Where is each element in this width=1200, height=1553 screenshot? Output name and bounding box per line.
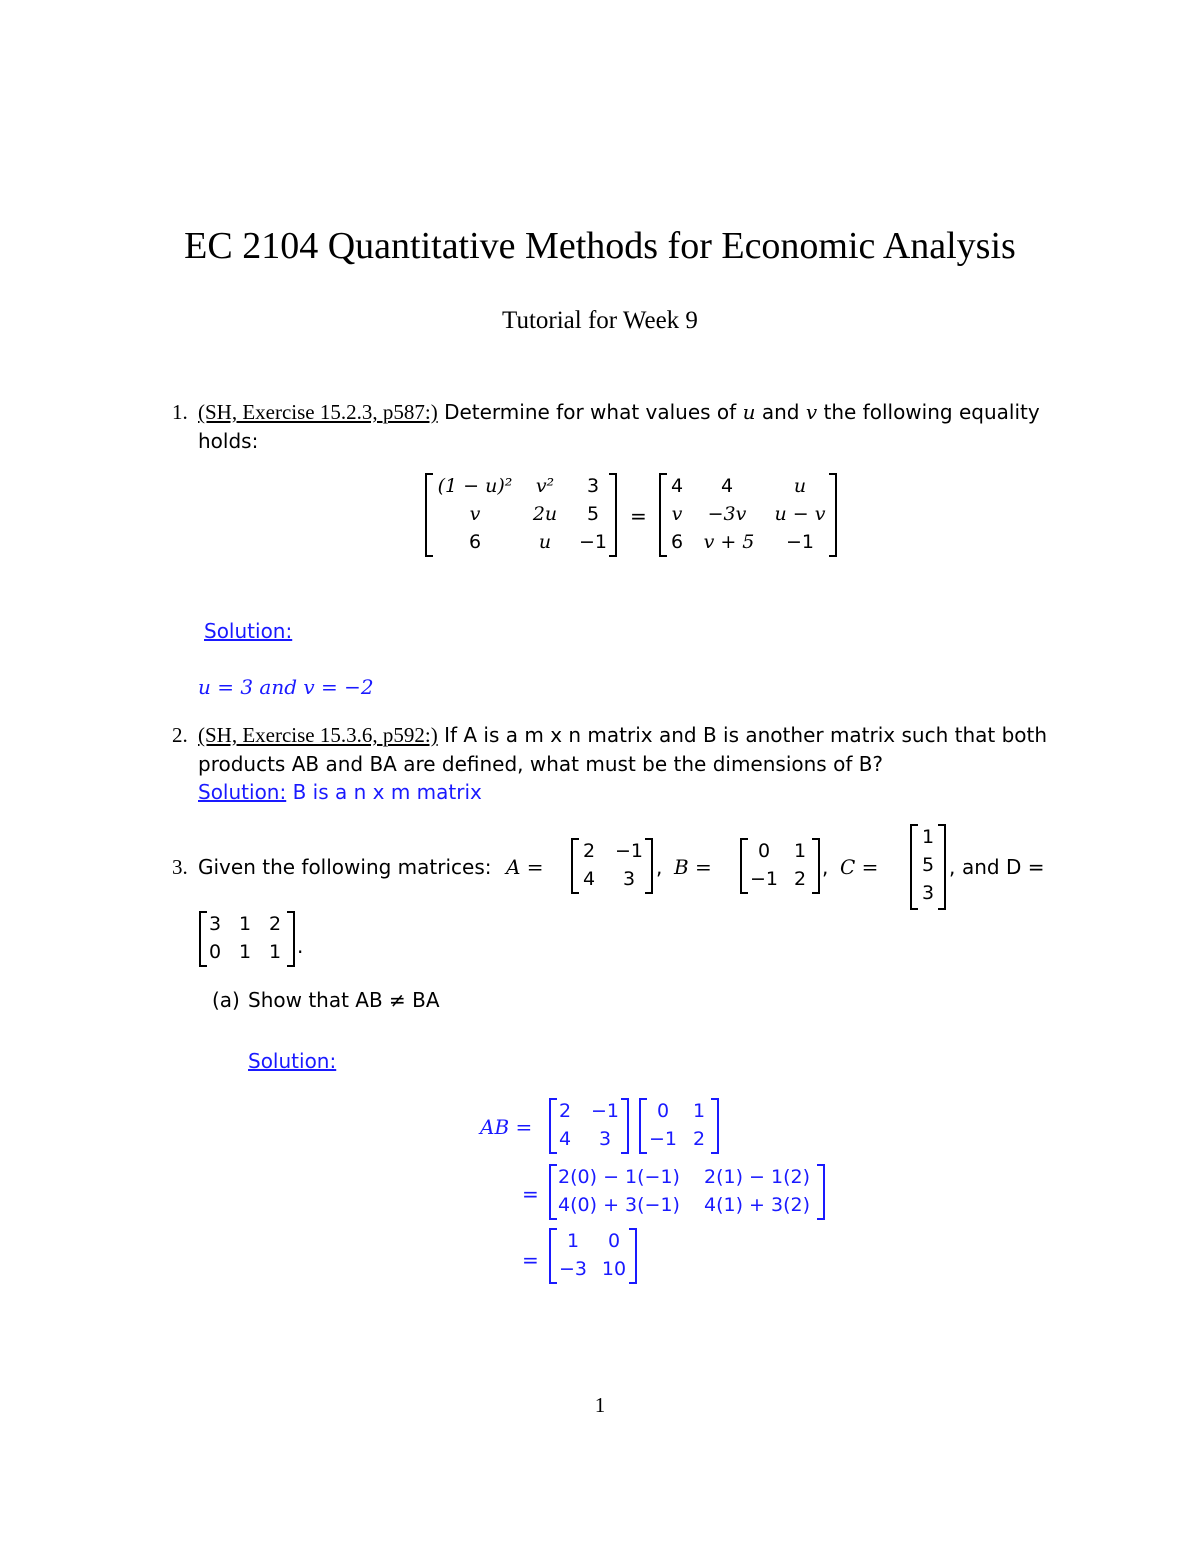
- matrix-cell: 5: [921, 854, 935, 876]
- matrix-cell: 6: [468, 531, 482, 553]
- matrix-cell: 0: [656, 1100, 670, 1122]
- q2-line1-text: If A is a m x n matrix and B is another matrix such that both: [444, 723, 1048, 747]
- matrix-cell: 3: [586, 475, 600, 497]
- matrix-cell: 3: [208, 913, 222, 935]
- q1-var-u: u: [742, 400, 756, 424]
- matrix-cell: 10: [601, 1258, 627, 1280]
- ab-step1-left-matrix: [549, 1098, 629, 1154]
- matrix-cell: 1: [238, 941, 252, 963]
- matrix-cell: −1: [614, 840, 643, 862]
- matrix-cell: 2(0) − 1(−1): [558, 1166, 680, 1188]
- right-bracket: [938, 824, 946, 910]
- right-bracket: [711, 1098, 719, 1154]
- matrix-cell: −3v: [707, 503, 747, 525]
- q1-reference: (SH, Exercise 15.2.3, p587:): [198, 400, 438, 424]
- matrix-cell: −1: [785, 531, 814, 553]
- matrix-cell: 1: [268, 941, 282, 963]
- q3-comma: ,: [949, 855, 956, 879]
- q3-number: 3.: [172, 855, 188, 879]
- matrix-cell: 2u: [532, 503, 558, 525]
- matrix-cell: 4(0) + 3(−1): [558, 1194, 680, 1216]
- matrix-cell: 6: [670, 531, 684, 553]
- matrix-cell: 0: [208, 941, 222, 963]
- matrix-cell: 0: [757, 840, 771, 862]
- matrix-cell: 5: [586, 503, 600, 525]
- page-number: 1: [594, 1393, 606, 1417]
- right-bracket: [287, 911, 295, 967]
- matrix-cell: 2: [692, 1128, 706, 1150]
- q3-matrix-a: [571, 838, 653, 894]
- matrix-cell: 3: [622, 868, 636, 890]
- q3-solution-label: Solution:: [248, 1049, 337, 1073]
- q1-text-b: the following equality: [823, 400, 1040, 424]
- matrix-cell: 4(1) + 3(2): [703, 1194, 810, 1216]
- q3-period: .: [297, 934, 304, 958]
- matrix-cell: −1: [648, 1128, 677, 1150]
- matrix-cell: 1: [566, 1230, 580, 1252]
- matrix-cell: 2: [582, 840, 596, 862]
- q3-intro: Given the following matrices:: [198, 855, 492, 879]
- q2-answer: B is a n x m matrix: [292, 780, 482, 804]
- q1-text-a: Determine for what values of: [444, 400, 737, 424]
- matrix-cell: u − v: [774, 503, 826, 525]
- matrix-cell: u: [538, 531, 552, 553]
- document-title: EC 2104 Quantitative Methods for Economic Analysis: [184, 225, 1016, 267]
- q1-answer: u = 3 and v = −2: [198, 675, 374, 699]
- q3-matrix-b: [740, 838, 820, 894]
- q1-rhs-matrix: [659, 473, 837, 557]
- ab-step2-equals: =: [522, 1182, 539, 1206]
- q2-number: 2.: [172, 723, 188, 747]
- matrix-cell: v + 5: [703, 531, 755, 553]
- matrix-cell: 4: [582, 868, 596, 890]
- q2-text-line2: products AB and BA are defined, what must be the dimensions of B?: [198, 752, 884, 776]
- matrix-cell: 4: [558, 1128, 572, 1150]
- ab-step3-matrix: [549, 1228, 637, 1284]
- q1-equals: =: [630, 504, 647, 528]
- matrix-cell: v²: [535, 475, 555, 497]
- matrix-cell: v: [469, 503, 481, 525]
- right-bracket: [812, 838, 820, 894]
- q2-solution-label: Solution:: [198, 780, 287, 804]
- matrix-cell: 1: [921, 826, 935, 848]
- ab-step3-equals: =: [522, 1248, 539, 1272]
- matrix-cell: 3: [598, 1128, 612, 1150]
- matrix-cell: −1: [590, 1100, 619, 1122]
- q3-d-label: and D =: [962, 855, 1045, 879]
- matrix-cell: (1 − u)²: [437, 475, 513, 497]
- matrix-cell: −1: [578, 531, 607, 553]
- q3-c-label: C =: [840, 855, 879, 879]
- matrix-cell: −3: [558, 1258, 587, 1280]
- left-bracket: [425, 473, 433, 557]
- document-subtitle: Tutorial for Week 9: [502, 307, 698, 334]
- matrix-cell: 0: [607, 1230, 621, 1252]
- matrix-cell: 2: [793, 868, 807, 890]
- q1-text-line2: holds:: [198, 429, 259, 453]
- q1-number: 1.: [172, 400, 188, 424]
- matrix-cell: 3: [921, 882, 935, 904]
- q1-text-line1: [198, 398, 1064, 426]
- matrix-cell: 4: [720, 475, 734, 497]
- q2-solution: [198, 778, 482, 806]
- ab-step2-matrix: [549, 1164, 825, 1220]
- q3-matrix-d: [199, 911, 295, 967]
- matrix-cell: u: [793, 475, 807, 497]
- left-bracket: [659, 473, 667, 557]
- matrix-cell: 1: [692, 1100, 706, 1122]
- matrix-cell: v: [671, 503, 683, 525]
- matrix-cell: 1: [238, 913, 252, 935]
- ab-label: AB =: [480, 1115, 533, 1139]
- ab-step1-right-matrix: [639, 1098, 719, 1154]
- matrix-cell: 1: [793, 840, 807, 862]
- matrix-cell: 2: [268, 913, 282, 935]
- q1-and: and: [761, 400, 800, 424]
- q2-text-line1: [198, 721, 1047, 749]
- matrix-cell: 4: [670, 475, 684, 497]
- matrix-cell: 2(1) − 1(2): [703, 1166, 810, 1188]
- q1-var-v: v: [805, 400, 818, 424]
- q2-reference: (SH, Exercise 15.3.6, p592:): [198, 723, 438, 747]
- q1-lhs-matrix: [425, 473, 617, 557]
- q3-part-a-text: Show that AB ≠ BA: [248, 988, 440, 1012]
- q3-part-a-label: (a): [212, 988, 240, 1012]
- left-bracket: [910, 824, 918, 910]
- matrix-cell: 2: [558, 1100, 572, 1122]
- q1-solution-label: Solution:: [204, 619, 293, 643]
- q3-comma: ,: [822, 855, 829, 879]
- left-bracket: [571, 838, 579, 894]
- q3-a-label: A =: [506, 855, 544, 879]
- q3-b-label: B =: [674, 855, 712, 879]
- q3-comma: ,: [656, 855, 663, 879]
- q3-matrix-c: [910, 824, 946, 910]
- matrix-cell: −1: [749, 868, 778, 890]
